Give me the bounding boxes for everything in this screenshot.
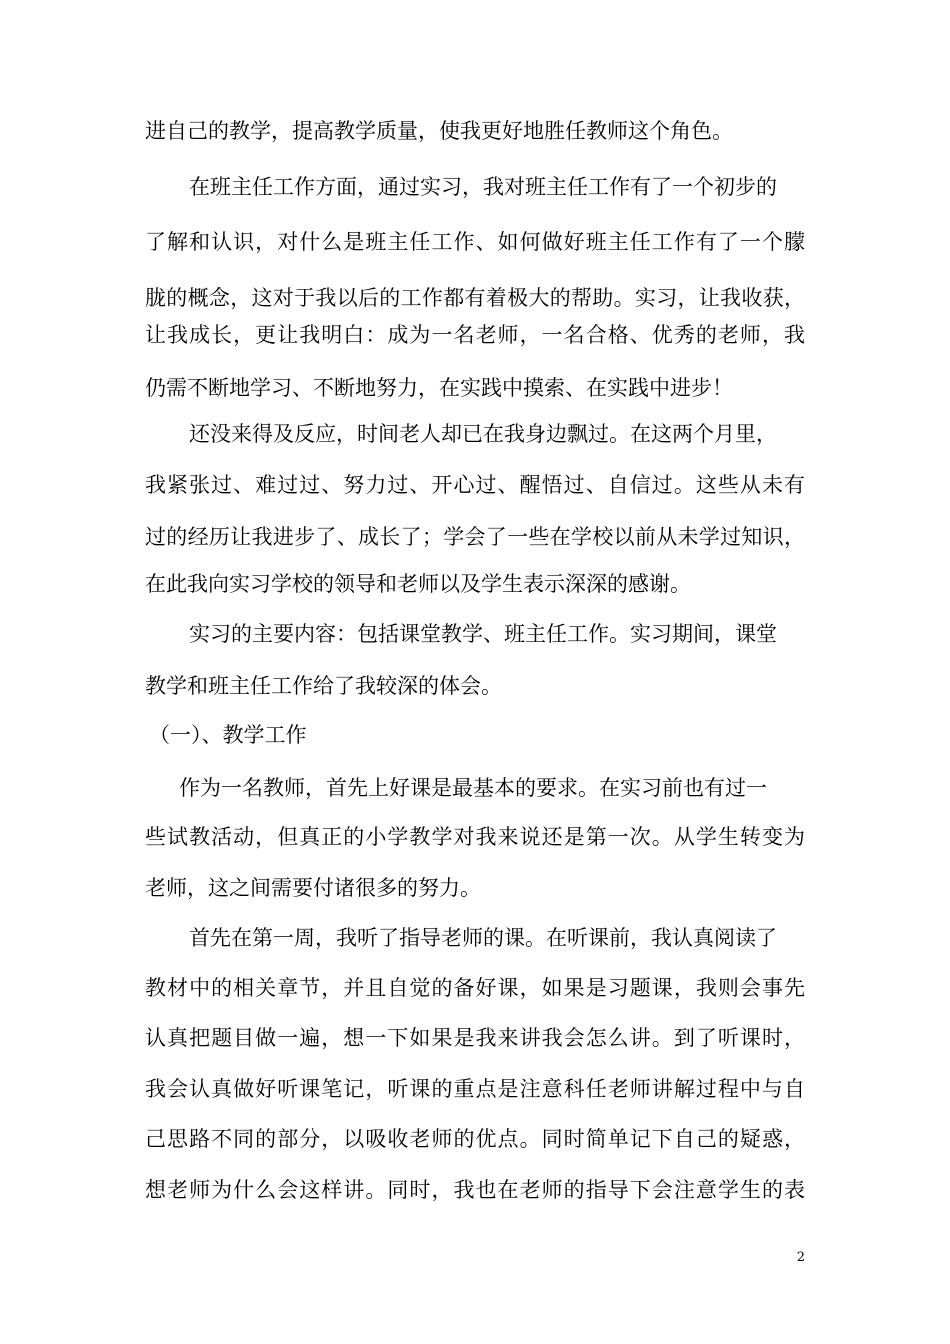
text-line-18: 教材中的相关章节，并且自觉的备好课，如果是习题课，我则会事先 bbox=[145, 976, 805, 1000]
text-line-7: 还没来得及反应，时间老人却已在我身边飘过。在这两个月里， bbox=[189, 422, 777, 446]
text-line-16: 老师，这之间需要付诸很多的努力。 bbox=[145, 876, 481, 900]
text-line-3: 了解和认识，对什么是班主任工作、如何做好班主任工作有了一个朦 bbox=[145, 230, 805, 254]
text-line-5: 让我成长，更让我明白：成为一名老师，一名合格、优秀的老师，我 bbox=[145, 323, 805, 347]
text-line-11: 实习的主要内容：包括课堂教学、班主任工作。实习期间，课堂 bbox=[189, 622, 777, 646]
text-line-10: 在此我向实习学校的领导和老师以及学生表示深深的感谢。 bbox=[145, 572, 691, 596]
text-line-12: 教学和班主任工作给了我较深的体会。 bbox=[145, 674, 502, 698]
text-line-14: 作为一名教师，首先上好课是最基本的要求。在实习前也有过一 bbox=[179, 776, 767, 800]
text-line-8: 我紧张过、难过过、努力过、开心过、醒悟过、自信过。这些从未有 bbox=[145, 473, 805, 497]
text-line-9: 过的经历让我进步了、成长了；学会了一些在学校以前从未学过知识， bbox=[145, 525, 805, 549]
text-line-4: 胧的概念，这对于我以后的工作都有着极大的帮助。实习，让我收获， bbox=[145, 286, 805, 310]
text-line-15: 些试教活动，但真正的小学教学对我来说还是第一次。从学生转变为 bbox=[145, 825, 805, 849]
text-line-2: 在班主任工作方面，通过实习，我对班主任工作有了一个初步的 bbox=[189, 175, 777, 199]
text-line-22: 想老师为什么会这样讲。同时，我也在老师的指导下会注意学生的表 bbox=[145, 1178, 805, 1202]
text-line-20: 我会认真做好听课笔记，听课的重点是注意科任老师讲解过程中与自 bbox=[145, 1077, 805, 1101]
text-line-21: 己思路不同的部分，以吸收老师的优点。同时简单记下自己的疑惑， bbox=[145, 1127, 805, 1151]
text-line-6: 仍需不断地学习、不断地努力，在实践中摸索、在实践中进步！ bbox=[145, 376, 733, 400]
text-line-1: 进自己的教学，提高教学质量，使我更好地胜任教师这个角色。 bbox=[145, 119, 733, 143]
section-heading: （一）、教学工作 bbox=[149, 723, 307, 747]
text-line-19: 认真把题目做一遍，想一下如果是我来讲我会怎么讲。到了听课时， bbox=[145, 1026, 805, 1050]
page-number: 2 bbox=[796, 1250, 805, 1265]
text-line-17: 首先在第一周，我听了指导老师的课。在听课前，我认真阅读了 bbox=[189, 926, 777, 950]
